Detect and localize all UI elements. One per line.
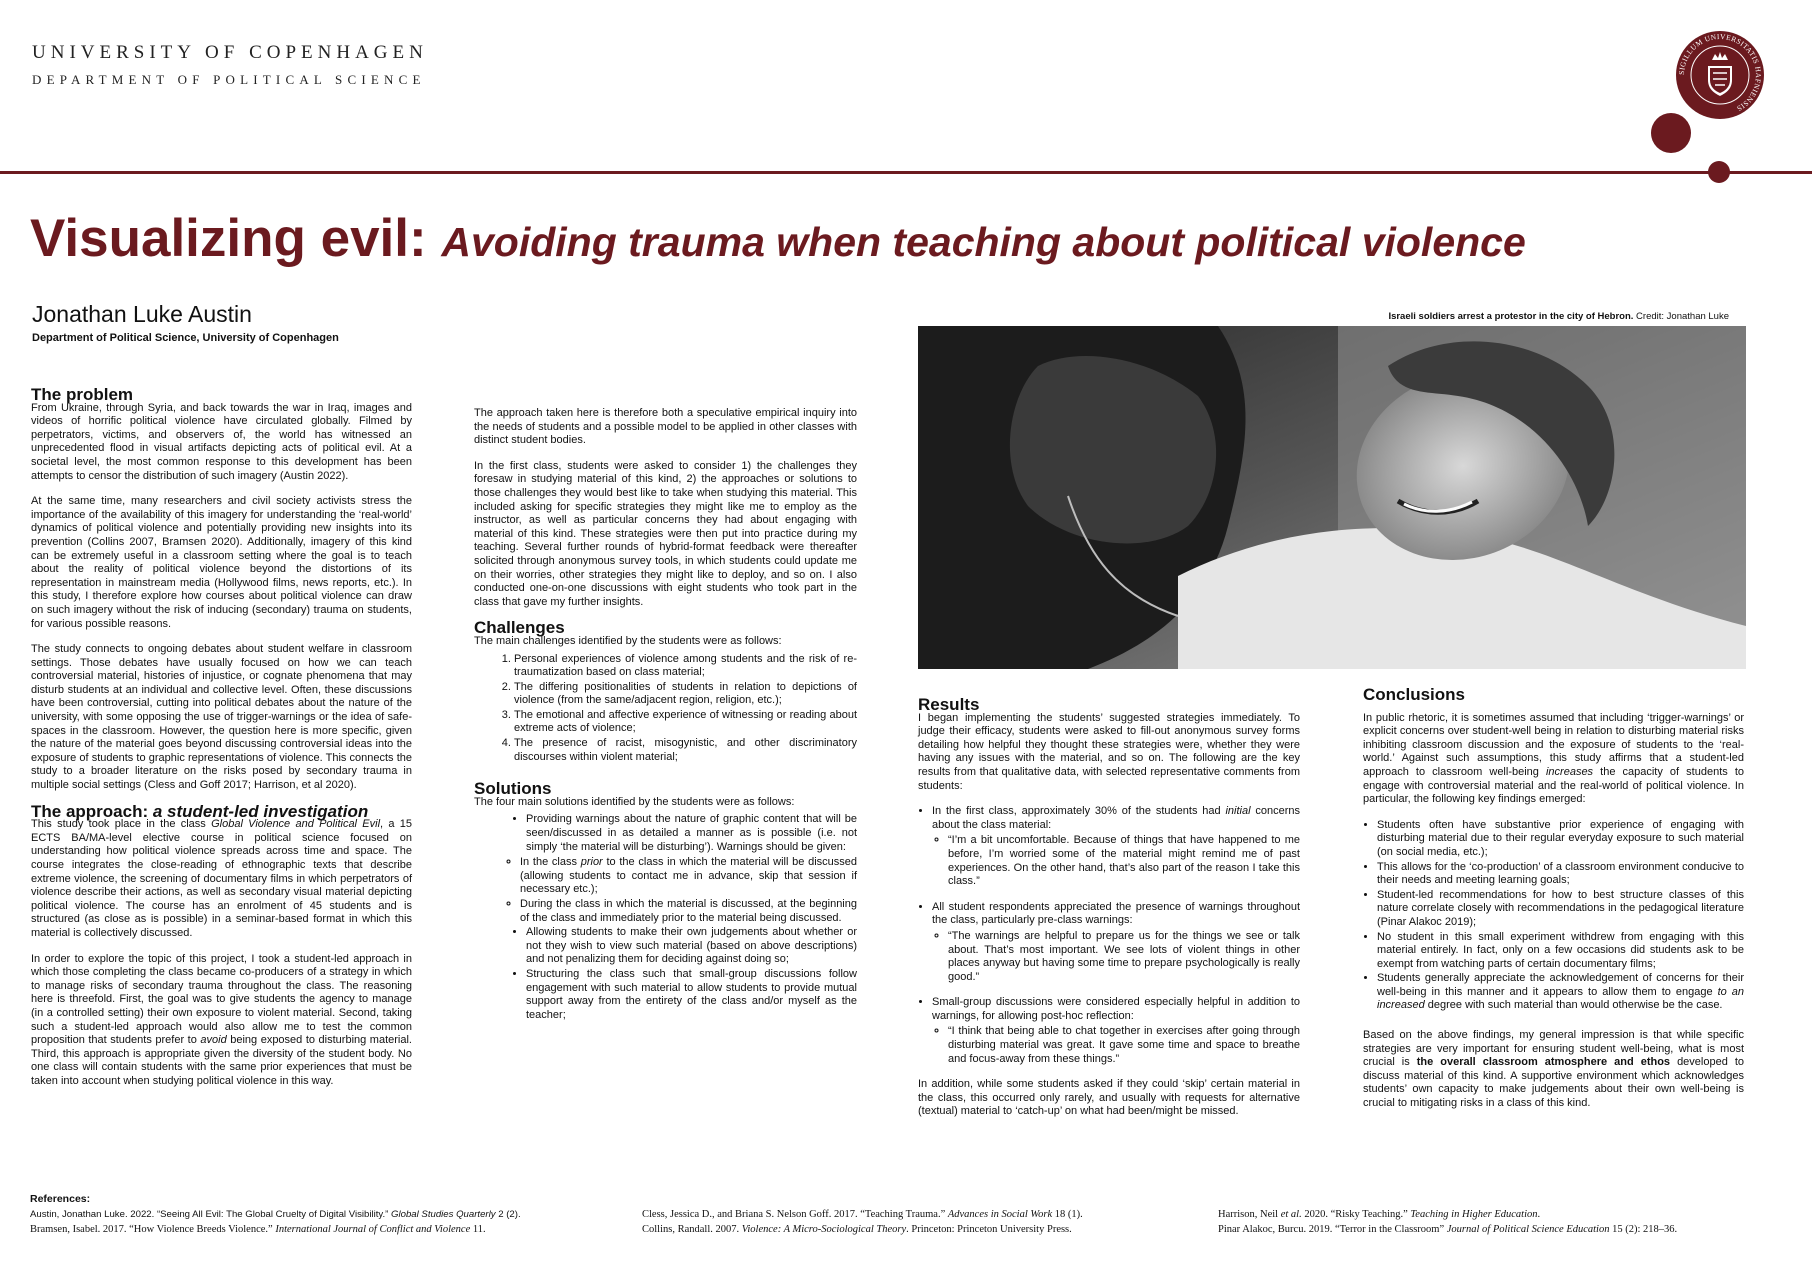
approach-paragraph-1: This study took place in the class Global Violence and Political Evil, a 15 ECTS BA/MA-level elective course in political science focused on understanding how political violence spreads across time and space. The course integrates the close-reading of ethnographic texts that describe extreme violence, the screening of documentary films in which perpetrators of violence describe their actions, as well as secondary visual material depicting political violence. The course has an enrolment of 45 students and is structured (as close as is possible) in a seminar-based format in which this material is collectively discussed. xyxy=(31,818,412,939)
column-4 xyxy=(1363,685,1745,1123)
solutions-intro: The four main solutions identified by the students were as follows: xyxy=(474,795,795,808)
solution-item: • Allowing students to make their own judgements about whether or not they wish to view such material (based on above descriptions) and not penalizing them for deciding against doing so; xyxy=(526,926,857,967)
reference-austin: Austin, Jonathan Luke. 2022. “Seeing All Evil: The Global Cruelty of Digital Visibility.” Global Studies Quarterly 2 (2). xyxy=(30,1209,521,1220)
university-seal-logo xyxy=(1675,30,1765,120)
approach-paragraph-2: In order to explore the topic of this project, I took a student-led approach in which those completing the class became co-producers of a strategy in which to manage risks of secondary trauma throughout the class. The reasoning here is threefold. First, the goal was to give students the agency to manage (in a controlled setting) their own exposure to violent material. Second, taking such a student-led approach would also allow me to test the common proposition that students prefer to avoid being exposed to disturbing material. Third, this approach is appropriate given the diversity of the student body. No one class will contain students with the same prior experiences that must be taken into account when studying political violence in this way. xyxy=(31,952,412,1087)
finding-item: • This allows for the ‘co-production’ of a classroom environment conducive to their needs and meeting learning goals; xyxy=(1377,861,1744,888)
reference-bramsen: Bramsen, Isabel. 2017. “How Violence Breeds Violence.” International Journal of Conflict and Violence 11. xyxy=(30,1224,486,1235)
reference-collins: Collins, Randall. 2007. Violence: A Micro-Sociological Theory. Princeton: Princeton University Press. xyxy=(642,1224,1072,1235)
photo-caption-credit: Credit: Jonathan Luke xyxy=(1636,311,1729,322)
challenge-item: 2. The differing positionalities of students in relation to depictions of violence (from the same/adjacent region, religion, etc.); xyxy=(514,681,857,708)
column-3 xyxy=(918,695,1300,1131)
result-item: • In the first class, approximately 30% of the students had initial concerns about the class material: ◦ “I’m a bit uncomfortable. Because of things that have happened to me before, I’m worried some of the material might remind me of past experiences. On the other hand, that’s also part of the reason I take this class.” xyxy=(932,805,1300,889)
reference-cless: Cless, Jessica D., and Briana S. Nelson Goff. 2017. “Teaching Trauma.” Advances in Social Work 18 (1). xyxy=(642,1209,1083,1220)
conclusions-heading: Conclusions xyxy=(1363,685,1466,704)
problem-paragraph-3: The study connects to ongoing debates about student welfare in classroom settings. Those debates have usually focused on how we can teach controversial material, histories of injustice, or cognate phenomena that may disturb students at an individual and collective level. Often, these discussions have been controversial, cutting into political debates about the nature of the university, with some opposing the use of trigger-warnings or the idea of safe-spaces in the classroom. However, the question here is more specific, given the nature of the material goes beyond discussing controversial ideas into the exposure of students to graphic representations of violence. This connects the study to a broader literature on the risks posed by secondary trauma in multiple social settings (Cless and Goff 2017; Harrison, et al 2020). xyxy=(31,643,412,792)
conclusions-paragraph-1: In public rhetoric, it is sometimes assumed that including ‘trigger-warnings’ or explicit concerns over student-well being in relation to disturbing material risks inhibiting classroom discussion and the exposure of students to the ‘real-world.’ Against such assumptions, this study affirms that a student-led approach to classroom well-being increases the capacity of students to engage with controversial material and the real-world of political violence. In particular, the following key findings emerged: xyxy=(1363,711,1744,806)
author-name: Jonathan Luke Austin xyxy=(32,301,252,327)
header-rule xyxy=(0,171,1812,174)
solution-subitem: ◦ In the class prior to the class in which the material will be discussed (allowing students to contact me in advance, skip that session if necessary etc.); xyxy=(520,856,857,897)
reference-harrison: Harrison, Neil et al. 2020. “Risky Teaching.” Teaching in Higher Education. xyxy=(1218,1209,1541,1220)
finding-item: • No student in this small experiment withdrew from engaging with this material entirely. In fact, only on a few occasions did students ask to be exempt from watching parts of certain documentary films; xyxy=(1377,931,1744,972)
challenges-heading: Challenges xyxy=(474,618,565,638)
column-1 xyxy=(31,385,412,1101)
department-name: DEPARTMENT OF POLITICAL SCIENCE xyxy=(32,72,426,87)
challenges-intro: The main challenges identified by the students were as follows: xyxy=(474,634,782,647)
author-affiliation: Department of Political Science, University of Copenhagen xyxy=(32,332,339,344)
findings-list xyxy=(1363,819,1744,1013)
problem-heading: The problem xyxy=(31,385,134,404)
results-heading: Results xyxy=(918,695,980,714)
challenge-item: 4. The presence of racist, misogynistic, and other discriminatory discourses within violent material; xyxy=(514,737,857,764)
university-name: UNIVERSITY OF COPENHAGEN xyxy=(32,42,428,63)
references-heading: References: xyxy=(30,1193,91,1205)
decorative-dot-small xyxy=(1708,161,1730,183)
results-intro: I began implementing the students’ suggested strategies immediately. To judge their efficacy, students were asked to fill-out anonymous survey forms detailing how helpful they thought these strategies were, whether they were having any issues with the material, and so on. The following are the key results from that qualitative data, with selected representative comments from students: xyxy=(918,711,1300,792)
problem-paragraph-2: At the same time, many researchers and civil society activists stress the importance of the availability of this imagery for understanding the ‘real-world’ dynamics of political violence and potentially providing new insights into its prevention (Collins 2007, Bramsen 2020). Additionally, imagery of this kind can be extremely useful in a classroom setting where the goal is to teach about the reality of political violence beyond the distortions of its representation in mainstream media (Hollywood films, news reports, etc.). In this study, I therefore explore how courses about political violence can draw on such imagery without the risk of inducing (secondary) trauma on students, for various possible reasons. xyxy=(31,495,412,630)
results-list xyxy=(918,805,1300,1066)
results-closing: In addition, while some students asked if they could ‘skip’ certain material in the class, this occurred only rarely, and usually with requests for alternative (textual) material to ‘catch-up’ on what had been/might be missed. xyxy=(918,1078,1300,1118)
seal-text: SIGILLUM UNIVERSITATIS HAFNIENSIS xyxy=(1676,31,1764,114)
title-subtitle: Avoiding trauma when teaching about political violence xyxy=(441,219,1526,265)
problem-paragraph-1: From Ukraine, through Syria, and back towards the war in Iraq, images and videos of horrific political violence have circulated globally. Filmed by perpetrators, victims, and observers of, the world has witnessed an unprecedented flood in visual artifacts depicting acts of political evil. At a societal level, the most common response to this development has been attempts to censor the distribution of such imagery (Austin 2022). xyxy=(31,401,412,482)
solution-subitem: ◦ During the class in which the material is discussed, at the beginning of the class and immediately prior to the material being discussed. xyxy=(520,898,857,925)
approach-paragraph-4: In the first class, students were asked to consider 1) the challenges they foresaw in studying material of this kind, 2) the approaches or solutions to those challenges they would best like to take when studying this material. This included asking for specific strategies they might like me to employ as the instructor, as well as particular concerns they had about engaging with material of this kind. These strategies were then put into practice during my teaching. Several further rounds of hybrid-format feedback were thereafter solicited through anonymous survey tools, in which students could update me on their worries, other strategies they might like to deploy, and so on. I also conducted one-on-one discussions with eight students who took part in the class that gave my further insights. xyxy=(474,459,857,608)
photo-caption xyxy=(1160,311,1729,322)
conclusions-paragraph-2: Based on the above findings, my general impression is that while specific strategies are very important for ensuring student well-being, what is most crucial is the overall classroom atmosphere and ethos developed to discuss material of this kind. A supportive environment which acknowledges students’ own capacity to make judgements about their own well-being is crucial to mitigating risks in a class of this kind. xyxy=(1363,1029,1745,1110)
poster-title xyxy=(30,208,1526,269)
title-main: Visualizing evil: xyxy=(30,209,427,268)
result-quote: ◦ “The warnings are helpful to prepare us for the things we see or talk about. That’s most important. We see lots of violent things in other places anyway but having some time to prepare psychologically is really good.” xyxy=(948,930,1300,984)
finding-item: • Student-led recommendations for how to best structure classes of this nature correlate closely with recommendations in the pedagogical literature (Pinar Alakoc 2019); xyxy=(1377,889,1744,930)
challenges-list xyxy=(474,653,857,765)
protest-photo xyxy=(918,326,1746,669)
reference-pinar: Pinar Alakoc, Burcu. 2019. “Terror in the Classroom” Journal of Political Science Education 15 (2): 218–36. xyxy=(1218,1224,1678,1235)
finding-item: • Students generally appreciate the acknowledgement of concerns for their well-being in this manner and it appears to allow them to engage to an increased degree with such material than would otherwise be the case. xyxy=(1377,972,1744,1013)
column-2 xyxy=(474,407,857,1032)
result-item: • Small-group discussions were considered especially helpful in addition to warnings, for allowing post-hoc reflection: ◦ “I think that being able to chat together in exercises after going through disturbing material was great. It gave some time and space to breathe and focus-away from these things.” xyxy=(932,996,1300,1066)
approach-paragraph-3: The approach taken here is therefore both a speculative empirical inquiry into the needs of students and a possible model to be applied in other classes with distinct student bodies. xyxy=(474,407,857,447)
solution-item: • Structuring the class such that small-group discussions follow engagement with such material to allow students to provide mutual support away from the entirety of the class and/or myself as the teacher; xyxy=(526,968,857,1022)
solutions-list xyxy=(474,813,857,1022)
photo-caption-title: Israeli soldiers arrest a protestor in the city of Hebron. xyxy=(1388,311,1634,322)
result-item: • All student respondents appreciated the presence of warnings throughout the class, particularly pre-class warnings: ◦ “The warnings are helpful to prepare us for the things we see or talk about. That’s most important. We see lots of violent things in other places anyway but having some time to prepare psychologically is really good.” xyxy=(932,901,1300,985)
solution-subitems xyxy=(490,856,857,925)
result-quote: ◦ “I think that being able to chat together in exercises after going through disturbing material was great. It gave some time and space to breathe and focus-away from these things.” xyxy=(948,1025,1300,1066)
finding-item: • Students often have substantive prior experience of engaging with disturbing material due to their regular everyday exposure to such material (on social media, etc.); xyxy=(1377,819,1744,860)
approach-heading: The approach: a student-led investigation xyxy=(31,801,369,821)
challenge-item: 1. Personal experiences of violence among students and the risk of re-traumatization based on class material; xyxy=(514,653,857,680)
solutions-heading: Solutions xyxy=(474,779,552,799)
solution-item: • Providing warnings about the nature of graphic content that will be seen/discussed in as detailed a manner as is possible (i.e. not simply ‘the material will be disturbing’). Warnings should be given: ◦ In the class prior to the class in which the material will be discussed (allowing students to contact me in advance, skip that session if necessary etc.); ◦ During the class in which the material is discussed, at the beginning of the class and immediately prior to the material being discussed. xyxy=(526,813,857,925)
challenge-item: 3. The emotional and affective experience of witnessing or reading about extreme acts of violence; xyxy=(514,709,857,736)
photo-illustration xyxy=(918,326,1746,669)
result-quote: ◦ “I’m a bit uncomfortable. Because of things that have happened to me before, I’m worried some of the material might remind me of past experiences. On the other hand, that’s also part of the reason I take this class.” xyxy=(948,834,1300,888)
